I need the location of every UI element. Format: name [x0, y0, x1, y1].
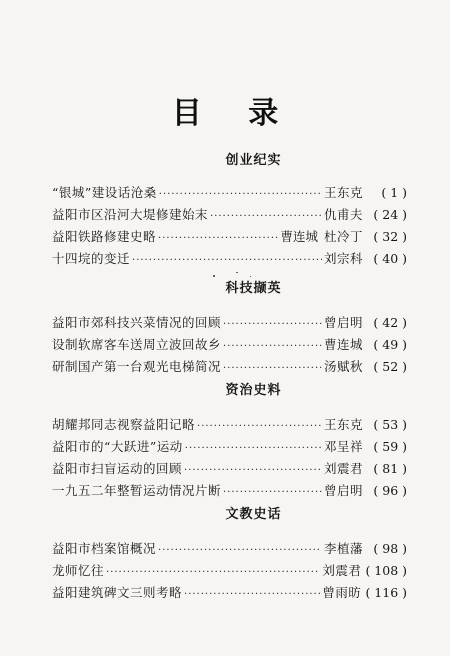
section-heading: 创业纪实 [225, 153, 282, 168]
entry-title: “银城”建设话沧桑 [52, 185, 157, 200]
leader-dots [184, 460, 322, 482]
section-keji [52, 280, 407, 378]
entry-author: 李植藩 [323, 541, 363, 556]
entry-author: 杜冷丁 [323, 229, 363, 244]
entry-author: 曾雨昉 [322, 585, 362, 600]
toc-entry [52, 248, 407, 270]
section-zizhi [52, 382, 407, 502]
entry-page: ( 24 ) [373, 207, 407, 222]
toc-entry [52, 458, 407, 480]
entry-author: 仇甫夫 [323, 207, 363, 222]
entry-title: 益阳建筑碑文三则考略 [52, 585, 183, 600]
leader-dots [223, 358, 322, 380]
entry-page: ( 52 ) [373, 359, 407, 374]
entry-co-author: 曹连城 [280, 229, 318, 244]
entry-page: ( 53 ) [373, 417, 407, 432]
entry-author: 曾启明 [323, 315, 363, 330]
entry-author: 刘震君 [322, 563, 362, 578]
toc-entry [52, 582, 407, 604]
entry-page: ( 49 ) [373, 337, 407, 352]
page-title: 目 录 [171, 96, 297, 131]
leader-dots [223, 482, 322, 504]
entry-title: 研制国产第一台观光电梯简况 [52, 359, 222, 374]
leader-dots [185, 438, 322, 460]
entry-page: ( 108 ) [365, 563, 407, 578]
entry-author: 曹连城 [323, 337, 363, 352]
leader-dots [106, 562, 320, 584]
entry-title: 益阳铁路修建史略 [52, 229, 157, 244]
leader-dots [210, 206, 322, 228]
entry-author: 刘震君 [323, 461, 363, 476]
entry-title: 益阳市区沿河大堤修建始末 [52, 207, 209, 222]
entry-page: ( 59 ) [373, 439, 407, 454]
entry-page: ( 116 ) [365, 585, 407, 600]
entry-page: ( 42 ) [373, 315, 407, 330]
entry-title: 设制软席客车送周立波回故乡 [52, 337, 222, 352]
leader-dots [223, 314, 322, 336]
toc-entry [52, 312, 407, 334]
section-chuangye [52, 152, 407, 270]
section-heading: 科技撷英 [225, 281, 282, 296]
entry-title: 一九五二年整暂运动情况片断 [52, 483, 222, 498]
toc-entry [52, 204, 407, 226]
toc-entry [52, 414, 407, 436]
section-heading: 文教史话 [225, 507, 282, 522]
entry-page: ( 1 ) [381, 185, 407, 200]
entry-page: ( 81 ) [373, 461, 407, 476]
leader-dots [197, 416, 322, 438]
entry-title: 益阳市的“大跃进”运动 [52, 439, 183, 454]
leader-dots [158, 540, 322, 562]
leader-dots [184, 584, 320, 606]
entry-author: 刘宗科 [323, 251, 363, 266]
toc-entry [52, 334, 407, 356]
toc-entry [52, 480, 407, 502]
entry-page: ( 32 ) [373, 229, 407, 244]
entry-title: 益阳市扫盲运动的回顾 [52, 461, 183, 476]
entry-author: 王东克 [323, 417, 363, 432]
leader-dots [132, 250, 322, 272]
entry-author: 王东克 [323, 185, 363, 200]
leader-dots [158, 228, 278, 250]
entry-title: 龙师忆往 [52, 563, 105, 578]
scan-speck [250, 276, 251, 277]
entry-title: 益阳市郊科技兴菜情况的回顾 [52, 315, 222, 330]
entry-author: 汤赋秋 [323, 359, 363, 374]
entry-title: 胡耀邦同志视察益阳记略 [52, 417, 196, 432]
entry-title: 益阳市档案馆概况 [52, 541, 157, 556]
entry-title: 十四垸的变迁 [52, 251, 131, 266]
entry-author: 曾启明 [323, 483, 363, 498]
section-heading: 资治史料 [225, 383, 282, 398]
entry-page: ( 40 ) [373, 251, 407, 266]
toc-entry [52, 560, 407, 582]
entry-page: ( 98 ) [373, 541, 407, 556]
toc-entry [52, 356, 407, 378]
scan-speck [236, 272, 238, 273]
entry-page: ( 96 ) [373, 483, 407, 498]
toc-entry [52, 182, 407, 204]
toc-entry [52, 436, 407, 458]
scan-speck [213, 275, 215, 277]
toc-entry [52, 538, 407, 560]
entry-author: 邓呈祥 [323, 439, 363, 454]
leader-dots [159, 184, 322, 206]
toc-entry [52, 226, 407, 248]
section-wenjiao [52, 506, 407, 604]
leader-dots [223, 336, 322, 358]
